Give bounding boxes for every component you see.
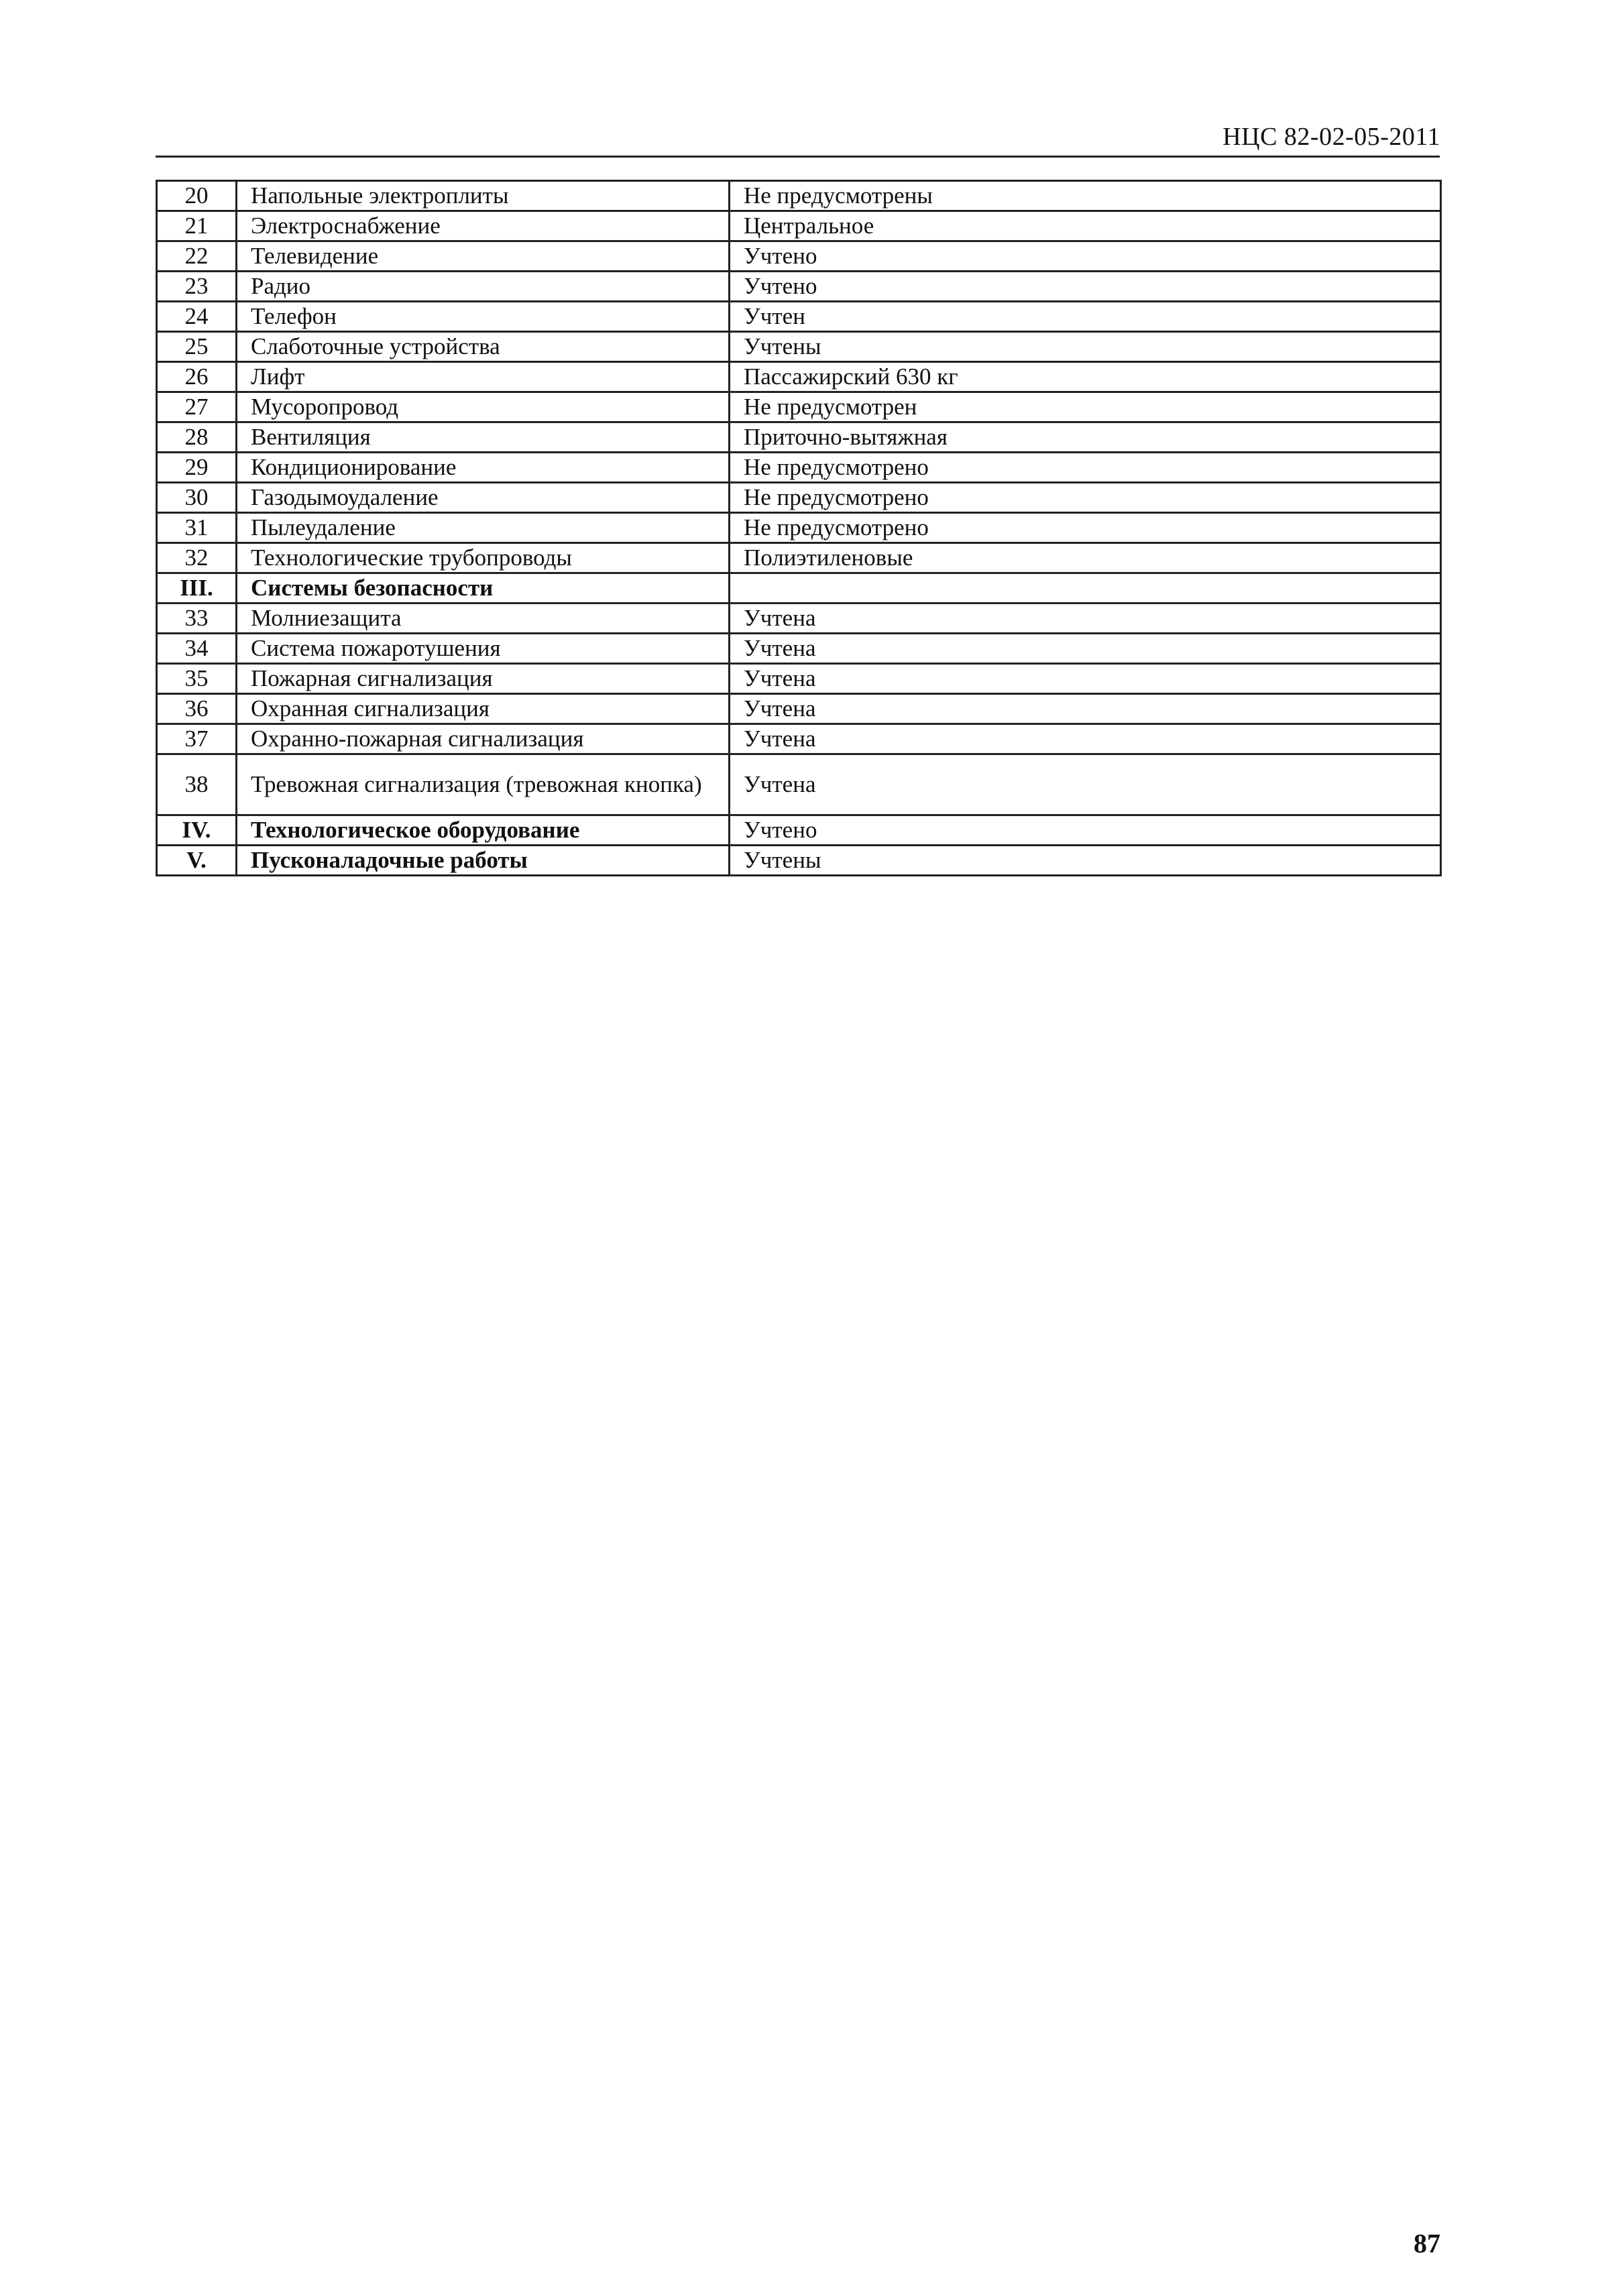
table-row (157, 664, 1441, 694)
row-number: 30 (157, 483, 237, 513)
row-number: 33 (157, 604, 237, 634)
row-name: Технологические трубопроводы (237, 543, 730, 573)
row-number: 28 (157, 422, 237, 453)
row-name: Газодымоудаление (237, 483, 730, 513)
section-title: Системы безопасности (237, 573, 730, 604)
table-row (157, 211, 1441, 241)
row-value: Центральное (730, 211, 1441, 241)
row-value: Не предусмотрен (730, 392, 1441, 422)
document-code: НЦС 82-02-05-2011 (1222, 123, 1440, 151)
row-name: Вентиляция (237, 422, 730, 453)
row-value: Учтено (730, 241, 1441, 272)
row-value: Учтено (730, 272, 1441, 302)
row-name: Напольные электроплиты (237, 181, 730, 211)
row-name: Пылеудаление (237, 513, 730, 543)
table-row (157, 272, 1441, 302)
specification-table (156, 180, 1442, 876)
row-number: 24 (157, 302, 237, 332)
section-title: Пусконаладочные работы (237, 846, 730, 876)
section-number: IV. (157, 815, 237, 846)
table-row (157, 392, 1441, 422)
row-value: Полиэтиленовые (730, 543, 1441, 573)
row-value: Учтена (730, 634, 1441, 664)
row-name: Мусоропровод (237, 392, 730, 422)
row-number: 32 (157, 543, 237, 573)
table-row (157, 724, 1441, 754)
row-name: Слаботочные устройства (237, 332, 730, 362)
row-value: Не предусмотрено (730, 513, 1441, 543)
table-row (157, 302, 1441, 332)
table-row (157, 604, 1441, 634)
row-value: Приточно-вытяжная (730, 422, 1441, 453)
row-name: Охранно-пожарная сигнализация (237, 724, 730, 754)
row-value: Не предусмотрено (730, 483, 1441, 513)
section-number: III. (157, 573, 237, 604)
table-row (157, 754, 1441, 815)
section-title: Технологическое оборудование (237, 815, 730, 846)
table-row (157, 362, 1441, 392)
row-number: 36 (157, 694, 237, 724)
row-name: Лифт (237, 362, 730, 392)
row-number: 31 (157, 513, 237, 543)
row-name: Молниезащита (237, 604, 730, 634)
table-row (157, 241, 1441, 272)
row-value: Учтена (730, 664, 1441, 694)
table-row (157, 332, 1441, 362)
row-value: Учтена (730, 604, 1441, 634)
table-row (157, 634, 1441, 664)
row-number: 35 (157, 664, 237, 694)
row-name: Пожарная сигнализация (237, 664, 730, 694)
row-value: Учтены (730, 332, 1441, 362)
table-row (157, 422, 1441, 453)
section-row (157, 573, 1441, 604)
row-value: Учтена (730, 724, 1441, 754)
page-number: 87 (1414, 2228, 1440, 2258)
row-name: Телефон (237, 302, 730, 332)
row-name: Охранная сигнализация (237, 694, 730, 724)
row-name: Кондиционирование (237, 453, 730, 483)
row-number: 22 (157, 241, 237, 272)
row-value (730, 573, 1441, 604)
row-number: 26 (157, 362, 237, 392)
row-value: Учтены (730, 846, 1441, 876)
table-row (157, 181, 1441, 211)
row-value: Учтена (730, 754, 1441, 815)
row-name: Тревожная сигнализация (тревожная кнопка) (237, 754, 730, 815)
row-number: 27 (157, 392, 237, 422)
header-rule (156, 156, 1440, 158)
table-row (157, 543, 1441, 573)
row-number: 37 (157, 724, 237, 754)
row-name: Радио (237, 272, 730, 302)
row-number: 38 (157, 754, 237, 815)
section-row (157, 846, 1441, 876)
row-name: Электроснабжение (237, 211, 730, 241)
row-name: Система пожаротушения (237, 634, 730, 664)
row-value: Учтен (730, 302, 1441, 332)
row-number: 20 (157, 181, 237, 211)
row-name: Телевидение (237, 241, 730, 272)
row-number: 25 (157, 332, 237, 362)
row-number: 29 (157, 453, 237, 483)
row-number: 23 (157, 272, 237, 302)
table-row (157, 513, 1441, 543)
table-row (157, 694, 1441, 724)
section-row (157, 815, 1441, 846)
row-value: Учтено (730, 815, 1441, 846)
row-number: 34 (157, 634, 237, 664)
row-value: Не предусмотрено (730, 453, 1441, 483)
table-row (157, 483, 1441, 513)
row-value: Учтена (730, 694, 1441, 724)
section-number: V. (157, 846, 237, 876)
table-row (157, 453, 1441, 483)
row-value: Пассажирский 630 кг (730, 362, 1441, 392)
row-value: Не предусмотрены (730, 181, 1441, 211)
row-number: 21 (157, 211, 237, 241)
